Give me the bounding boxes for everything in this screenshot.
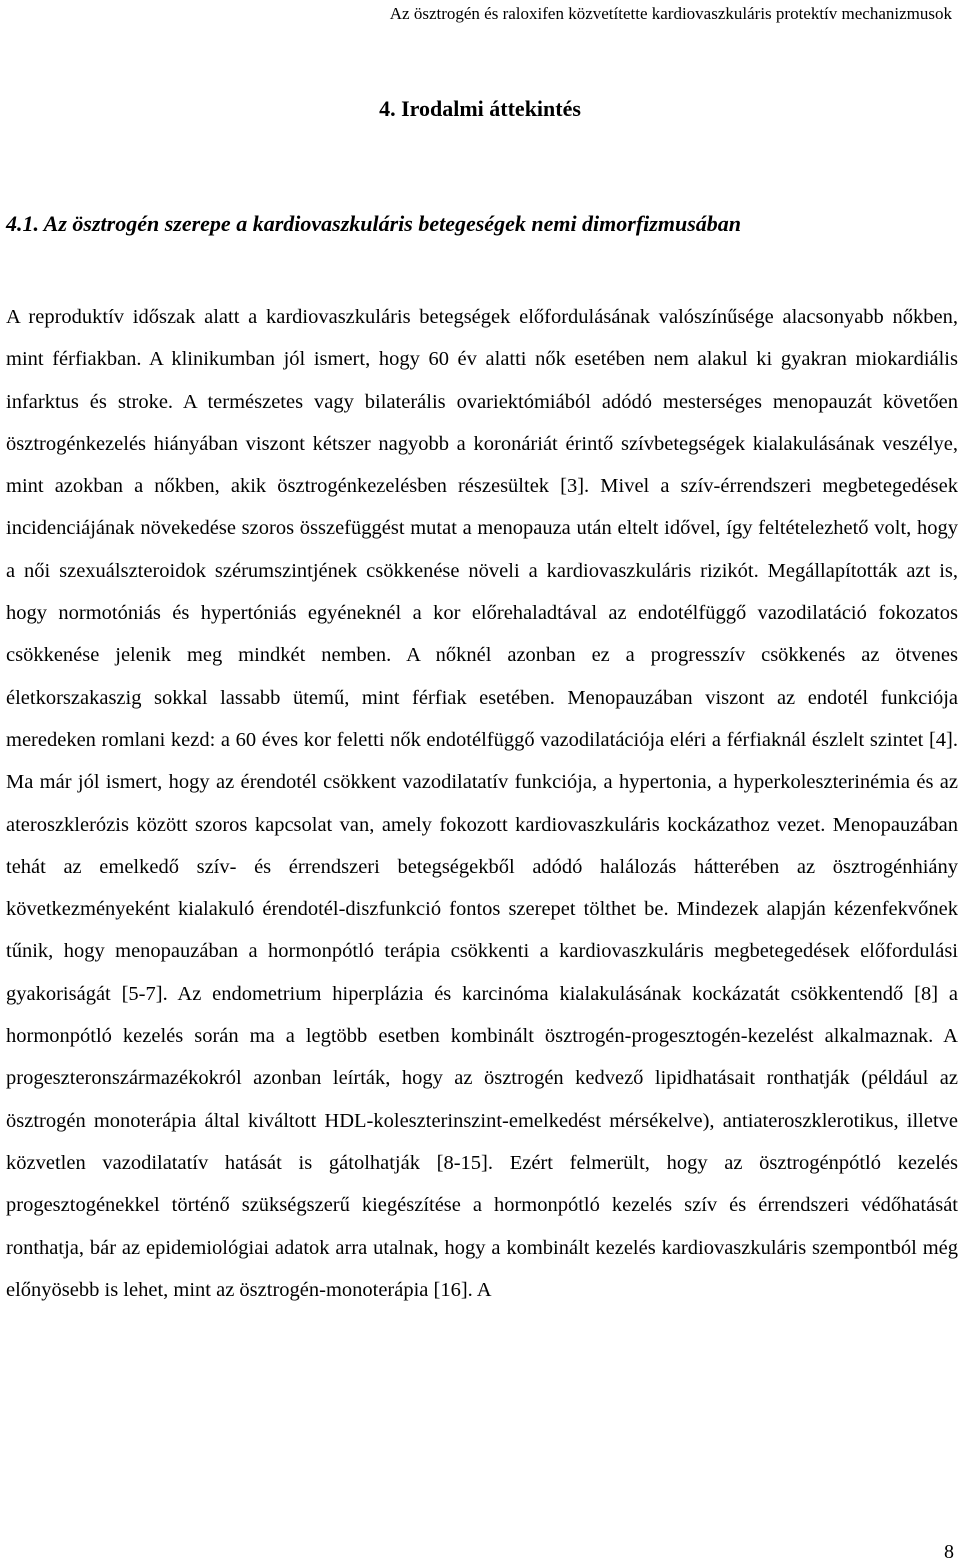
running-header: Az ösztrogén és raloxifen közvetítette kardiovaszkuláris protektív mechanizmusok — [389, 4, 952, 23]
chapter-title: 4. Irodalmi áttekintés — [379, 96, 581, 121]
page-number: 8 — [944, 1541, 954, 1563]
body-paragraph: A reproduktív időszak alatt a kardiovaszkuláris betegségek előfordulásának valószínűsége alacsonyabb nőkben, mint férfiakban. A klinikumban jól ismert, hogy 60 év alatti nők esetében nem alakul ki gyakran miokardiális infarktus és stroke. A természetes vagy bilaterális ovariektómiából adódó mesterséges menopauzát követően ösztrogénkezelés hiányában viszont kétszer nagyobb a koronáriát érintő szívbetegségek kialakulásának veszélye, mint azokban a nőkben, akik ösztrogénkezelésben részesültek [3]. Mivel a szív-érrendszeri megbetegedések incidenciájának növekedése szoros összefüggést mutat a menopauza után eltelt idővel, így feltételezhető volt, hogy a női szexuálszteroidok szérumszintjének csökkenése növeli a kardiovaszkuláris rizikót. Megállapították azt is, hogy normotóniás és hypertóniás egyéneknél a kor előrehaladtával az endotélfüggő vazodilatáció fokozatos csökkenése jelenik meg mindkét nemben. A nőknél azonban ez a progresszív csökkenés az ötvenes életkorszakaszig sokkal lassabb ütemű, mint férfiak esetében. Menopauzában viszont az endotél funkciója meredeken romlani kezd: a 60 éves kor feletti nők endotélfüggő vazodilatációja eléri a férfiaknál észlelt szintet [4]. Ma már jól ismert, hogy az érendotél csökkent vazodilatatív funkciója, a hypertonia, a hyperkoleszterinémia és az ateroszklerózis között szoros kapcsolat van, amely fokozott kardiovaszkuláris kockázathoz vezet. Menopauzában tehát az emelkedő szív- és érrendszeri betegségekből adódó halálozás hátterében az ösztrogénhiány következményeként kialakuló érendotél-diszfunkció fontos szerepet tölthet be. Mindezek alapján kézenfekvőnek tűnik, hogy menopauzában a hormonpótló terápia csökkenti a kardiovaszkuláris megbetegedések előfordulási gyakoriságát [5-7]. Az endometrium hiperplázia és karcinóma kialakulásának kockázatát csökkentendő [8] a hormonpótló kezelés során ma a legtöbb esetben kombinált ösztrogén-progesztogén-kezelést alkalmaznak. A progeszteronszármazékokról azonban leírták, hogy az ösztrogén kedvező lipidhatásait ronthatják (például az ösztrogén monoterápia által kiváltott HDL-koleszterinszint-emelkedést mérsékelve), antiateroszklerotikus, illetve közvetlen vazodilatatív hatását is gátolhatják [8-15]. Ezért felmerült, hogy az ösztrogénpótló kezelés progesztogénekkel történő szükségszerű kiegészítése a hormonpótló kezelés szív és érrendszeri védőhatását ronthatja, bár az epidemiológiai adatok arra utalnak, hogy a kombinált kezelés kardiovaszkuláris szempontból még előnyösebb is lehet, mint az ösztrogén-monoterápia [16]. A — [6, 306, 958, 1301]
section-title: 4.1. Az ösztrogén szerepe a kardiovaszkuláris betegeségek nemi dimorfizmusában — [6, 211, 741, 236]
